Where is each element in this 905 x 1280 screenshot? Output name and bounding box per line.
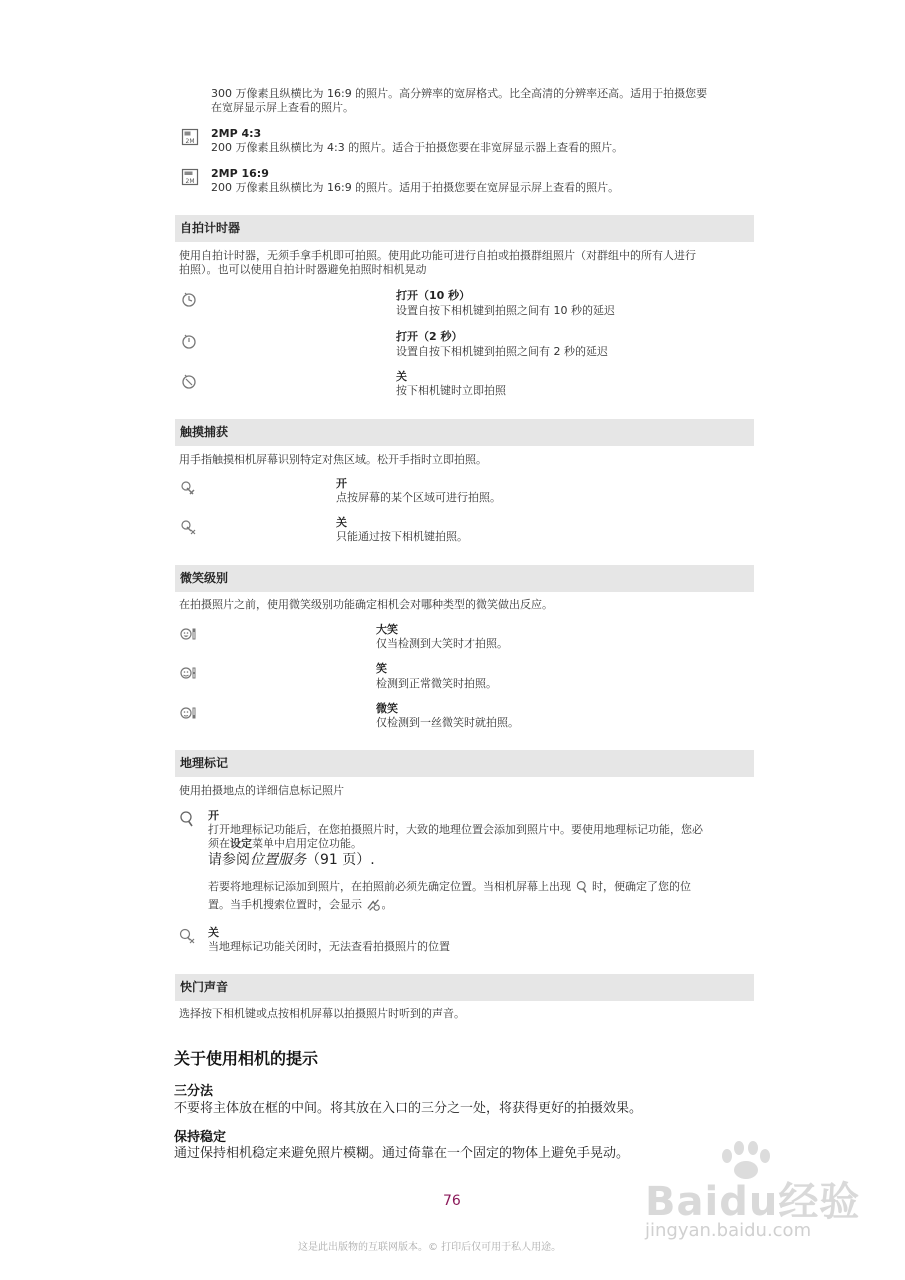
touch-capture-on-desc: 点按屏幕的某个区域可进行拍照。 (336, 491, 501, 504)
smile-normal-icon (179, 664, 197, 682)
geotag-off-desc: 当地理标记功能关闭时，无法查看拍摄照片的位置 (208, 940, 450, 953)
resolution-2mp-wide-icon (181, 168, 199, 186)
watermark-brand-a: Bai (645, 1179, 720, 1225)
geotag-ref-post: （91 页）. (306, 852, 375, 868)
touch-capture-on-icon (179, 479, 197, 497)
watermark-brand-b: du (719, 1179, 779, 1225)
svg-text:2M: 2M (185, 178, 195, 185)
smile-big-desc: 仅当检测到大笑时才拍照。 (376, 637, 508, 650)
tip-rule-of-thirds-title: 三分法 (174, 1084, 214, 1099)
smile-normal-desc: 检测到正常微笑时拍照。 (376, 677, 497, 690)
watermark-brand-c: 经验 (778, 1179, 861, 1225)
svg-text:2M: 2M (185, 138, 195, 145)
smile-slight-icon (179, 704, 197, 722)
geotag-desc: 使用拍摄地点的详细信息标记照片 (179, 784, 344, 797)
touch-capture-off-title: 关 (336, 516, 347, 529)
geotag-ref-pre: 请参阅 (208, 852, 250, 868)
geotag-note-1-pre: 若要将地理标记添加到照片，在拍照前必须先确定位置。当相机屏幕上出现 (208, 880, 571, 893)
section-heading-smile-level: 微笑级别 (180, 571, 229, 585)
resolution-2mp-icon (181, 128, 199, 146)
geotag-note-1 (208, 879, 691, 895)
smile-slight-desc: 仅检测到一丝微笑时就拍照。 (376, 716, 519, 729)
timer-2s-title: 打开（2 秒） (396, 330, 463, 343)
watermark-url: jingyan.baidu.com (645, 1220, 812, 1241)
settings-menu-ref: 设定 (230, 837, 252, 850)
geotag-reference (208, 851, 375, 869)
geotag-on-icon (178, 810, 196, 828)
section-bar-smile-level (175, 565, 754, 592)
resolution-title-2mp-16-9: 2MP 16:9 (211, 167, 269, 180)
watermark-brand (645, 1170, 860, 1227)
timer-2s-desc: 设置自按下相机键到拍照之间有 2 秒的延迟 (396, 345, 608, 358)
intro-line-2: 在宽屏显示屏上查看的照片。 (211, 101, 354, 114)
resolution-desc-2mp-4-3: 200 万像素且纵横比为 4:3 的照片。适合于拍摄您要在非宽屏显示器上查看的照片。 (211, 141, 624, 154)
smile-normal-title: 笑 (376, 662, 387, 675)
geotag-on-desc-2 (208, 837, 362, 851)
smile-level-desc: 在拍摄照片之前，使用微笑级别功能确定相机会对哪种类型的微笑做出反应。 (179, 598, 553, 611)
location-searching-icon (366, 898, 382, 912)
geotag-on-desc-1: 打开地理标记功能后，在您拍摄照片时，大致的地理位置会添加到照片中。要使用地理标记功能，您必 (208, 823, 703, 836)
section-heading-shutter-sound: 快门声音 (180, 980, 229, 994)
footer-note: 这是此出版物的互联网版本。© 打印后仅可用于私人用途。 (298, 1242, 562, 1253)
geotag-off-title: 关 (208, 926, 219, 939)
smile-big-title: 大笑 (376, 623, 398, 636)
tip-steady-title: 保持稳定 (174, 1130, 227, 1145)
geotag-off-icon (178, 927, 196, 945)
smile-slight-title: 微笑 (376, 702, 398, 715)
section-bar-shutter-sound (175, 974, 754, 1001)
touch-capture-off-icon (179, 518, 197, 536)
section-bar-self-timer (175, 215, 754, 242)
geotag-on-desc-2-post: 菜单中启用定位功能。 (252, 837, 362, 850)
geotag-note-2 (208, 897, 393, 913)
timer-2s-icon (180, 332, 198, 350)
tips-heading: 关于使用相机的提示 (174, 1049, 319, 1068)
shutter-sound-desc: 选择按下相机键或点按相机屏幕以拍摄照片时听到的声音。 (179, 1007, 465, 1020)
location-found-icon (575, 880, 589, 894)
resolution-desc-2mp-16-9: 200 万像素且纵横比为 16:9 的照片。适用于拍摄您要在宽屏显示屏上查看的照片。 (211, 181, 620, 194)
touch-capture-desc: 用手指触摸相机屏幕识别特定对焦区域。松开手指时立即拍照。 (179, 453, 487, 466)
geotag-note-2-pre: 置。当手机搜索位置时，会显示 (208, 898, 362, 911)
section-heading-touch-capture: 触摸捕获 (180, 425, 229, 439)
touch-capture-off-desc: 只能通过按下相机键拍照。 (336, 530, 468, 543)
location-services-link[interactable]: 位置服务 (250, 852, 306, 868)
timer-off-title: 关 (396, 370, 407, 383)
smile-big-icon (179, 625, 197, 643)
tip-rule-of-thirds-desc: 不要将主体放在框的中间。将其放在入口的三分之一处，将获得更好的拍摄效果。 (174, 1101, 643, 1116)
geotag-on-desc-2-pre: 须在 (208, 837, 230, 850)
section-bar-touch-capture (175, 419, 754, 446)
geotag-note-1-post: 时，便确定了您的位 (592, 880, 691, 893)
timer-10s-desc: 设置自按下相机键到拍照之间有 10 秒的延迟 (396, 304, 615, 317)
resolution-title-2mp-4-3: 2MP 4:3 (211, 127, 262, 140)
section-bar-geotag (175, 750, 754, 777)
timer-off-icon (180, 372, 198, 390)
timer-10s-icon (180, 290, 198, 308)
baidu-watermark (645, 1140, 875, 1260)
self-timer-desc-1: 使用自拍计时器，无须手拿手机即可拍照。使用此功能可进行自拍或拍摄群组照片（对群组中的所有人进行 (179, 249, 696, 262)
tip-steady-desc: 通过保持相机稳定来避免照片模糊。通过倚靠在一个固定的物体上避免手晃动。 (174, 1146, 630, 1161)
page-number: 76 (443, 1193, 461, 1209)
touch-capture-on-title: 开 (336, 477, 347, 490)
geotag-on-title: 开 (208, 809, 219, 822)
section-heading-self-timer: 自拍计时器 (180, 221, 241, 235)
intro-line-1: 300 万像素且纵横比为 16:9 的照片。高分辨率的宽屏格式。比全高清的分辨率还高。适用于拍摄您要 (211, 87, 708, 100)
geotag-note-2-post: 。 (381, 898, 393, 911)
timer-10s-title: 打开（10 秒） (396, 289, 471, 302)
section-heading-geotag: 地理标记 (180, 756, 229, 770)
timer-off-desc: 按下相机键时立即拍照 (396, 384, 506, 397)
self-timer-desc-2: 拍照）。也可以使用自拍计时器避免拍照时相机晃动 (179, 263, 427, 276)
